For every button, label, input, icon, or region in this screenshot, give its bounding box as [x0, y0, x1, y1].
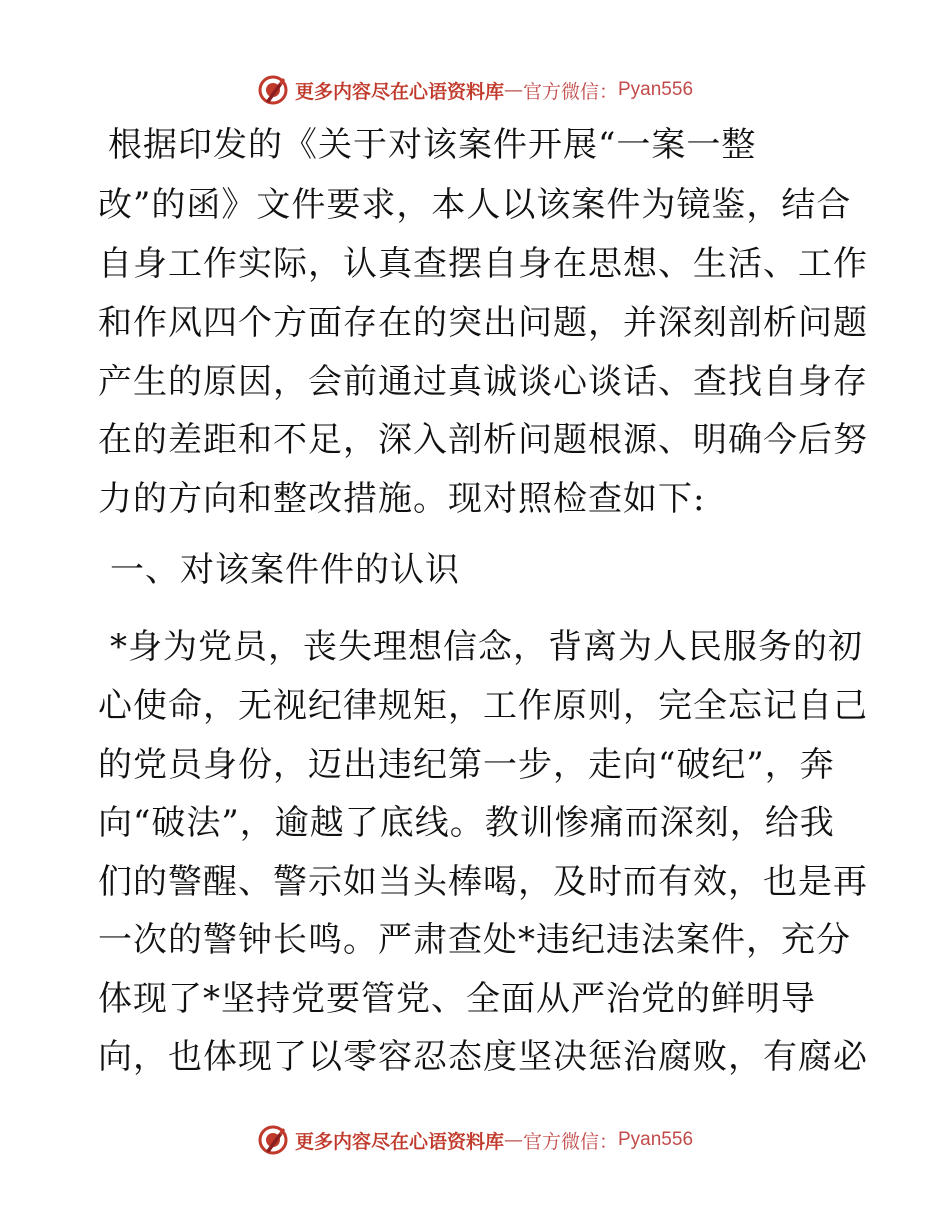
paragraph1-line: 产生的原因，会前通过真诚谈心谈话、查找自身存 — [98, 362, 868, 402]
banner-contact-label: 官方微信： — [522, 80, 618, 103]
paragraph2-line: 一次的警钟长鸣。严肃查处*违纪违法案件，充分 — [98, 920, 851, 960]
paragraph2-line: *身为党员，丧失理想信念，背离为人民服务的初 — [110, 627, 863, 667]
paragraph1-line: 和作风四个方面存在的突出问题，并深刻剖析问题 — [98, 303, 868, 343]
paragraph2-line: 们的警醒、警示如当头棒喝，及时而有效，也是再 — [98, 862, 868, 902]
section-heading: 一、对该案件件的认识 — [110, 550, 460, 590]
banner-brand-text: 更多内容尽在心语资料库 — [294, 80, 504, 103]
paragraph2-line: 向“破法”，逾越了底线。教训惨痛而深刻，给我 — [98, 803, 835, 843]
paragraph2-line: 向，也体现了以零容忍态度坚决惩治腐败，有腐必 — [98, 1037, 868, 1077]
paragraph1-line: 在的差距和不足，深入剖析问题根源、明确今后努 — [98, 420, 868, 460]
paragraph1-line: 力的方向和整改措施。现对照检查如下: — [98, 479, 706, 519]
header-banner — [0, 70, 950, 110]
banner-contact-id: Pyan556 — [618, 1129, 694, 1150]
paragraph2-line: 体现了*坚持党要管党、全面从严治党的鲜明导 — [98, 979, 816, 1019]
pen-logo-icon — [257, 1124, 289, 1156]
pen-logo-icon — [257, 74, 289, 106]
banner-separator: — — [503, 1129, 523, 1151]
banner-contact-label: 官方微信： — [522, 1130, 618, 1153]
paragraph1-line: 改”的函》文件要求，本人以该案件为镜鉴，结合 — [98, 185, 852, 225]
banner-separator: — — [503, 79, 523, 101]
banner-brand-text: 更多内容尽在心语资料库 — [294, 1130, 504, 1153]
paragraph1-line: 自身工作实际，认真查摆自身在思想、生活、工作 — [98, 244, 868, 284]
footer-banner — [0, 1120, 950, 1160]
paragraph1-line: 根据印发的《关于对该案件开展“一案一整 — [108, 125, 757, 165]
paragraph2-line: 的党员身份，迈出违纪第一步，走向“破纪”，奔 — [98, 745, 835, 785]
paragraph2-line: 心使命，无视纪律规矩，工作原则，完全忘记自己 — [98, 686, 868, 726]
banner-contact-id: Pyan556 — [618, 79, 694, 100]
